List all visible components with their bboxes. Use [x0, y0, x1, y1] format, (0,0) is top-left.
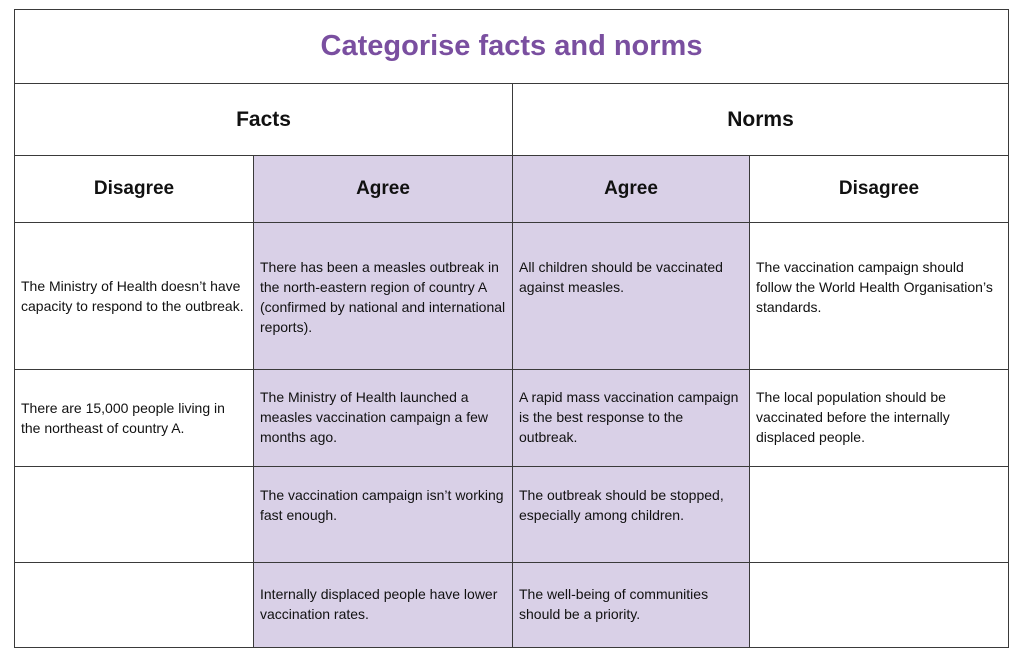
- table-row: [15, 563, 1009, 648]
- table-row: [15, 370, 1009, 467]
- facts-disagree-cell: The Ministry of Health doesn’t have capacity to respond to the outbreak.: [15, 223, 254, 370]
- norms-agree-cell: The well-being of communities should be a priority.: [513, 563, 750, 648]
- facts-disagree-header: Disagree: [15, 156, 254, 223]
- norms-agree-header: Agree: [513, 156, 750, 223]
- norms-disagree-header: Disagree: [750, 156, 1009, 223]
- table-row: [15, 467, 1009, 563]
- facts-disagree-cell: [15, 467, 254, 563]
- norms-agree-cell: The outbreak should be stopped, especially among children.: [513, 467, 750, 563]
- facts-agree-cell: The vaccination campaign isn’t working fast enough.: [254, 467, 513, 563]
- facts-disagree-cell: There are 15,000 people living in the northeast of country A.: [15, 370, 254, 467]
- group-header-row: [15, 84, 1009, 156]
- facts-agree-cell: The Ministry of Health launched a measles vaccination campaign a few months ago.: [254, 370, 513, 467]
- norms-header: Norms: [513, 84, 1009, 156]
- facts-disagree-cell: [15, 563, 254, 648]
- norms-agree-cell: All children should be vaccinated against measles.: [513, 223, 750, 370]
- subheader-row: [15, 156, 1009, 223]
- page-title: Categorise facts and norms: [15, 10, 1009, 84]
- facts-agree-cell: Internally displaced people have lower vaccination rates.: [254, 563, 513, 648]
- norms-disagree-cell: [750, 563, 1009, 648]
- facts-agree-header: Agree: [254, 156, 513, 223]
- norms-disagree-cell: The local population should be vaccinated before the internally displaced people.: [750, 370, 1009, 467]
- norms-disagree-cell: [750, 467, 1009, 563]
- title-row: [15, 10, 1009, 84]
- norms-disagree-cell: The vaccination campaign should follow the World Health Organisation’s standards.: [750, 223, 1009, 370]
- facts-agree-cell: There has been a measles outbreak in the north-eastern region of country A (confirmed by national and international reports).: [254, 223, 513, 370]
- norms-agree-cell: A rapid mass vaccination campaign is the best response to the outbreak.: [513, 370, 750, 467]
- facts-norms-table: [14, 9, 1009, 648]
- facts-header: Facts: [15, 84, 513, 156]
- table-row: [15, 223, 1009, 370]
